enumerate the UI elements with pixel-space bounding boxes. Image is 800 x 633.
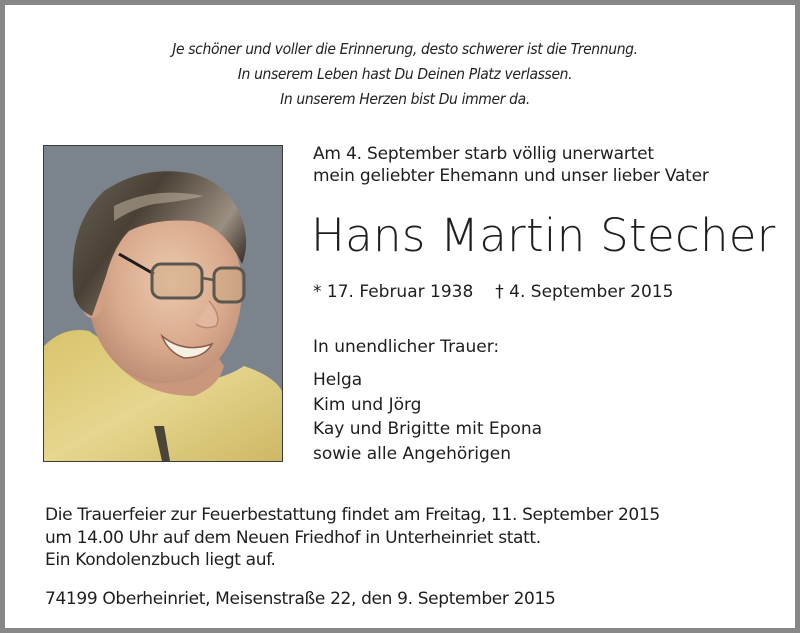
mourners-list [313,368,542,466]
mourner-item: Helga [313,370,363,390]
memorial-quote [33,37,777,112]
intro-line: Am 4. September starb völlig unerwartet [313,144,654,164]
funeral-line: Ein Kondolenzbuch liegt auf. [45,550,276,570]
quote-line: Je schöner und voller die Erinnerung, desto schwerer ist die Trennung. [172,40,638,58]
address-line: 74199 Oberheinriet, Meisenstraße 22, den 9. September 2015 [45,589,556,609]
funeral-line: Die Trauerfeier zur Feuerbestattung findet am Freitag, 11. September 2015 [45,505,660,525]
intro-line: mein geliebter Ehemann und unser lieber Vater [313,166,709,186]
mourners-label: In unendlicher Trauer: [313,337,500,357]
portrait-photo [43,145,283,462]
birth-date: * 17. Februar 1938 [313,282,474,302]
intro-text [313,143,709,187]
deceased-name: Hans Martin Stecher [311,209,776,262]
mourner-item: Kay und Brigitte mit Epona [313,419,543,439]
quote-line: In unserem Herzen bist Du immer da. [280,90,530,108]
mourner-item: sowie alle Angehörigen [313,443,512,464]
quote-line: In unserem Leben hast Du Deinen Platz verlassen. [237,65,573,83]
portrait-illustration [44,146,282,461]
mourner-item: Kim und Jörg [313,394,422,415]
death-date: † 4. September 2015 [495,282,674,302]
life-dates [313,280,673,304]
funeral-line: um 14.00 Uhr auf dem Neuen Friedhof in Unterheinriet statt. [45,527,541,548]
funeral-details [45,504,660,572]
